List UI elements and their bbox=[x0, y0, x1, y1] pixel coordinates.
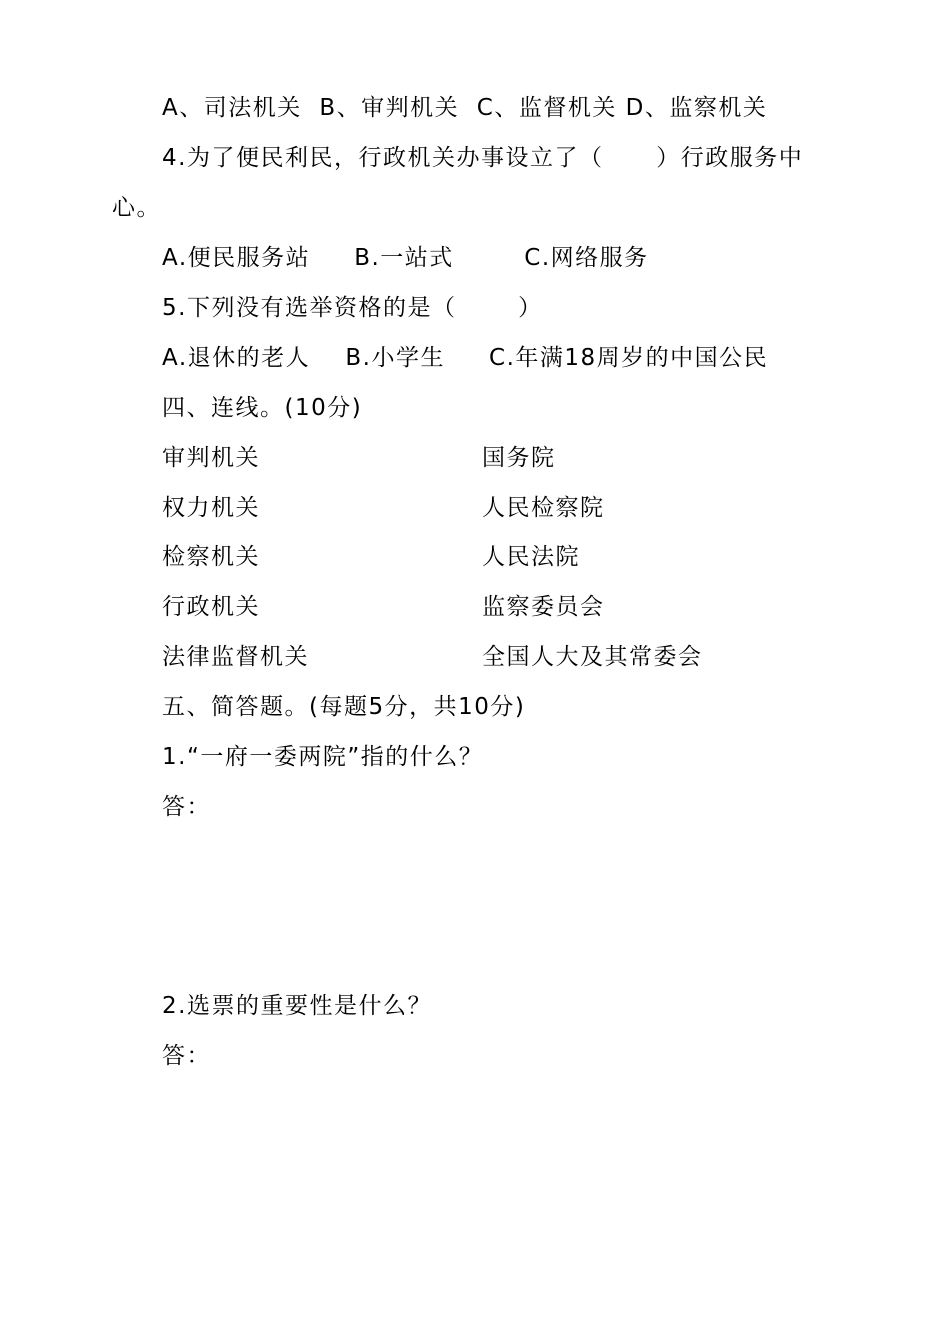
q4-stem: 4.为了便民利民，行政机关办事设立了（ ）行政服务中 bbox=[162, 145, 804, 171]
match-left-item: 检察机关 bbox=[162, 544, 260, 570]
q3-options: A、司法机关 B、审判机关 C、监督机关 D、监察机关 bbox=[162, 95, 768, 121]
match-left-item: 审判机关 bbox=[162, 445, 260, 471]
match-right-item: 监察委员会 bbox=[482, 594, 605, 620]
match-left-item: 权力机关 bbox=[162, 495, 260, 521]
match-right-item: 全国人大及其常委会 bbox=[482, 644, 703, 670]
q5-options: A.退休的老人 B.小学生 C.年满18周岁的中国公民 bbox=[162, 345, 769, 371]
match-left-item: 法律监督机关 bbox=[162, 644, 309, 670]
answer-label-2: 答： bbox=[162, 1043, 211, 1069]
answer-label-1: 答： bbox=[162, 794, 211, 820]
q4-stem-continued: 心。 bbox=[112, 195, 161, 221]
match-left-item: 行政机关 bbox=[162, 594, 260, 620]
section5-title: 五、简答题。(每题5分，共10分) bbox=[162, 694, 526, 720]
match-right-item: 人民法院 bbox=[482, 544, 580, 570]
q5-stem: 5.下列没有选举资格的是（ ） bbox=[162, 295, 543, 321]
short-answer-question-1: 1.“一府一委两院”指的什么？ bbox=[162, 744, 484, 770]
q4-options: A.便民服务站 B.一站式 C.网络服务 bbox=[162, 245, 649, 271]
short-answer-question-2: 2.选票的重要性是什么？ bbox=[162, 993, 432, 1019]
section4-title: 四、连线。(10分) bbox=[162, 395, 363, 421]
match-right-item: 国务院 bbox=[482, 445, 556, 471]
match-right-item: 人民检察院 bbox=[482, 495, 605, 521]
